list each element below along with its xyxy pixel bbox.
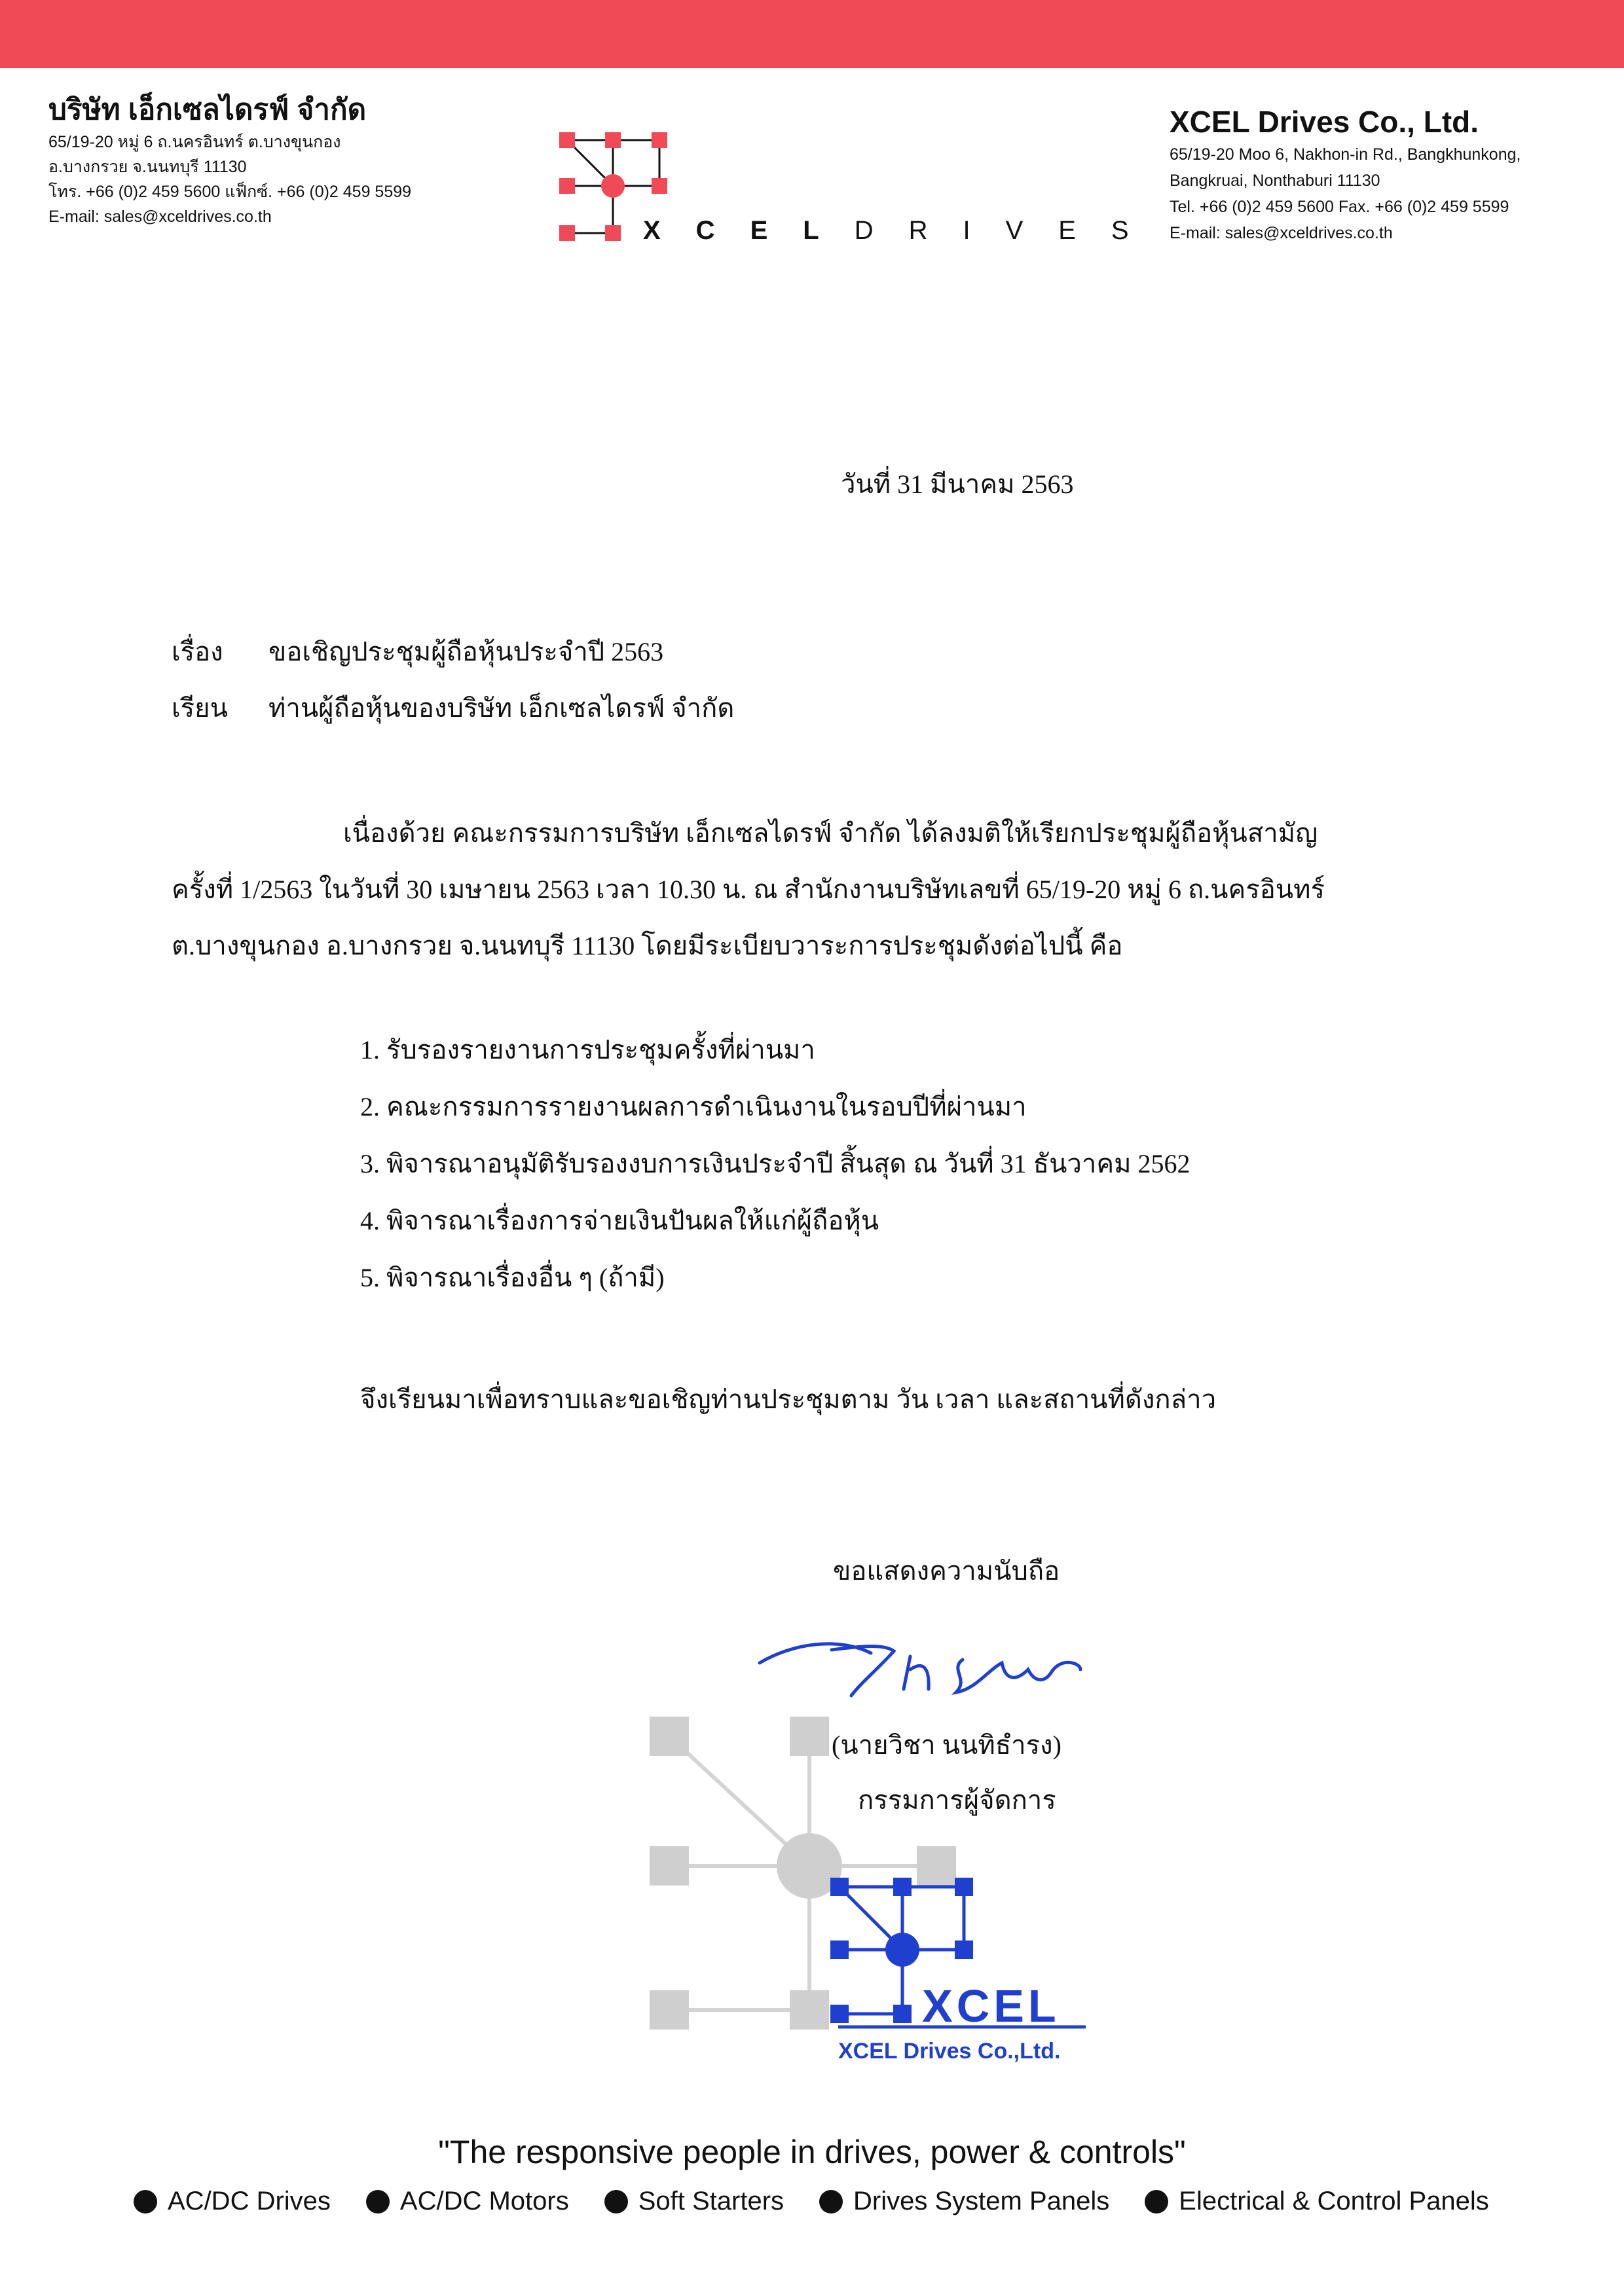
agenda-item: 5. พิจารณาเรื่องอื่น ๆ (ถ้ามี) bbox=[360, 1263, 665, 1292]
service-label: Soft Starters bbox=[638, 2187, 784, 2215]
service-item bbox=[134, 2187, 331, 2216]
phone-thai: โทร. +66 (0)2 459 5600 แฟ็กซ์. +66 (0)2 459 5599 bbox=[48, 183, 412, 201]
service-label: AC/DC Drives bbox=[168, 2187, 331, 2215]
agenda-item: 1. รับรองรายงานการประชุมครั้งที่ผ่านมา bbox=[360, 1035, 815, 1065]
agenda-item: 3. พิจารณาอนุมัติรับรองงบการเงินประจำปี สิ้นสุด ณ วันที่ 31 ธันวาคม 2562 bbox=[360, 1149, 1190, 1178]
address-line-1-english: 65/19-20 Moo 6, Nakhon-in Rd., Bangkhunkong, bbox=[1170, 145, 1521, 164]
service-list bbox=[134, 2187, 1509, 2216]
recipient-label: เรียน bbox=[172, 693, 228, 723]
address-line-1-thai: 65/19-20 หมู่ 6 ถ.นครอินทร์ ต.บางขุนกอง bbox=[48, 133, 341, 151]
letter-date: วันที่ 31 มีนาคม 2563 bbox=[841, 469, 1074, 499]
bullet-icon bbox=[1145, 2190, 1168, 2214]
bullet-icon bbox=[366, 2190, 390, 2214]
signer-title: กรรมการผู้จัดการ bbox=[858, 1785, 1056, 1815]
subject-text: ขอเชิญประชุมผู้ถือหุ้นประจำปี 2563 bbox=[268, 637, 664, 666]
phone-english: Tel. +66 (0)2 459 5600 Fax. +66 (0)2 459 5599 bbox=[1170, 198, 1509, 216]
bullet-icon bbox=[134, 2190, 157, 2214]
closing-sentence: จึงเรียนมาเพื่อทราบและขอเชิญท่านประชุมตาม วัน เวลา และสถานที่ดังกล่าว bbox=[360, 1385, 1217, 1414]
body-line-3: ต.บางขุนกอง อ.บางกรวย จ.นนทบุรี 11130 โดยมีระเบียบวาระการประชุมดังต่อไปนี้ คือ bbox=[172, 931, 1123, 960]
service-item bbox=[366, 2187, 569, 2216]
agenda-item: 4. พิจารณาเรื่องการจ่ายเงินปันผลให้แก่ผู้ถือหุ้น bbox=[360, 1206, 879, 1235]
subject-label: เรื่อง bbox=[172, 637, 223, 666]
header-english bbox=[1170, 102, 1615, 246]
address-line-2-thai: อ.บางกรวย จ.นนทบุรี 11130 bbox=[48, 158, 247, 176]
red-top-bar bbox=[0, 0, 1624, 68]
stamp-company-name: XCEL Drives Co.,Ltd. bbox=[838, 2039, 1061, 2064]
bullet-icon bbox=[604, 2190, 628, 2214]
footer-tagline: "The responsive people in drives, power & controls" bbox=[438, 2134, 1186, 2170]
agenda-list bbox=[360, 1030, 1190, 1315]
header-thai bbox=[48, 90, 507, 229]
signature-image bbox=[753, 1617, 1094, 1715]
company-name-english: XCEL Drives Co., Ltd. bbox=[1170, 105, 1479, 139]
agenda-item: 2. คณะกรรมการรายงานผลการดำเนินงานในรอบปีที่ผ่านมา bbox=[360, 1092, 1027, 1121]
signer-name: (นายวิชา นนทิธำรง) bbox=[832, 1730, 1061, 1760]
service-item bbox=[1145, 2187, 1489, 2216]
stamp-xcel-word: XCEL bbox=[922, 1980, 1060, 2032]
body-paragraph bbox=[172, 805, 1455, 974]
regards-text: ขอแสดงความนับถือ bbox=[833, 1556, 1060, 1586]
service-item bbox=[819, 2187, 1109, 2216]
address-line-2-english: Bangkruai, Nonthaburi 11130 bbox=[1170, 172, 1380, 190]
xcel-drives-wordmark bbox=[643, 216, 1164, 246]
body-line-1: เนื่องด้วย คณะกรรมการบริษัท เอ็กเซลไดรฟ์ จำกัด ได้ลงมติให้เรียกประชุมผู้ถือหุ้นสามัญ bbox=[343, 818, 1318, 848]
company-name-thai: บริษัท เอ็กเซลไดรฟ์ จำกัด bbox=[48, 94, 367, 126]
body-line-2: ครั้งที่ 1/2563 ในวันที่ 30 เมษายน 2563 เวลา 10.30 น. ณ สำนักงานบริษัทเลขที่ 65/19-20 หมู่ 6 ถ.นครอินทร์ bbox=[172, 875, 1325, 904]
service-item bbox=[604, 2187, 784, 2216]
bullet-icon bbox=[819, 2190, 843, 2214]
email-thai: E-mail: sales@xceldrives.co.th bbox=[48, 208, 272, 226]
service-label: Drives System Panels bbox=[853, 2187, 1110, 2215]
wordmark-xcel: XCEL bbox=[643, 216, 855, 245]
company-stamp-logo-icon bbox=[825, 1872, 1100, 2069]
recipient-text: ท่านผู้ถือหุ้นของบริษัท เอ็กเซลไดรฟ์ จำกัด bbox=[268, 693, 735, 723]
wordmark-drives: DRIVES bbox=[854, 216, 1164, 245]
service-label: Electrical & Control Panels bbox=[1179, 2187, 1489, 2215]
service-label: AC/DC Motors bbox=[399, 2187, 569, 2215]
email-english: E-mail: sales@xceldrives.co.th bbox=[1170, 224, 1393, 242]
